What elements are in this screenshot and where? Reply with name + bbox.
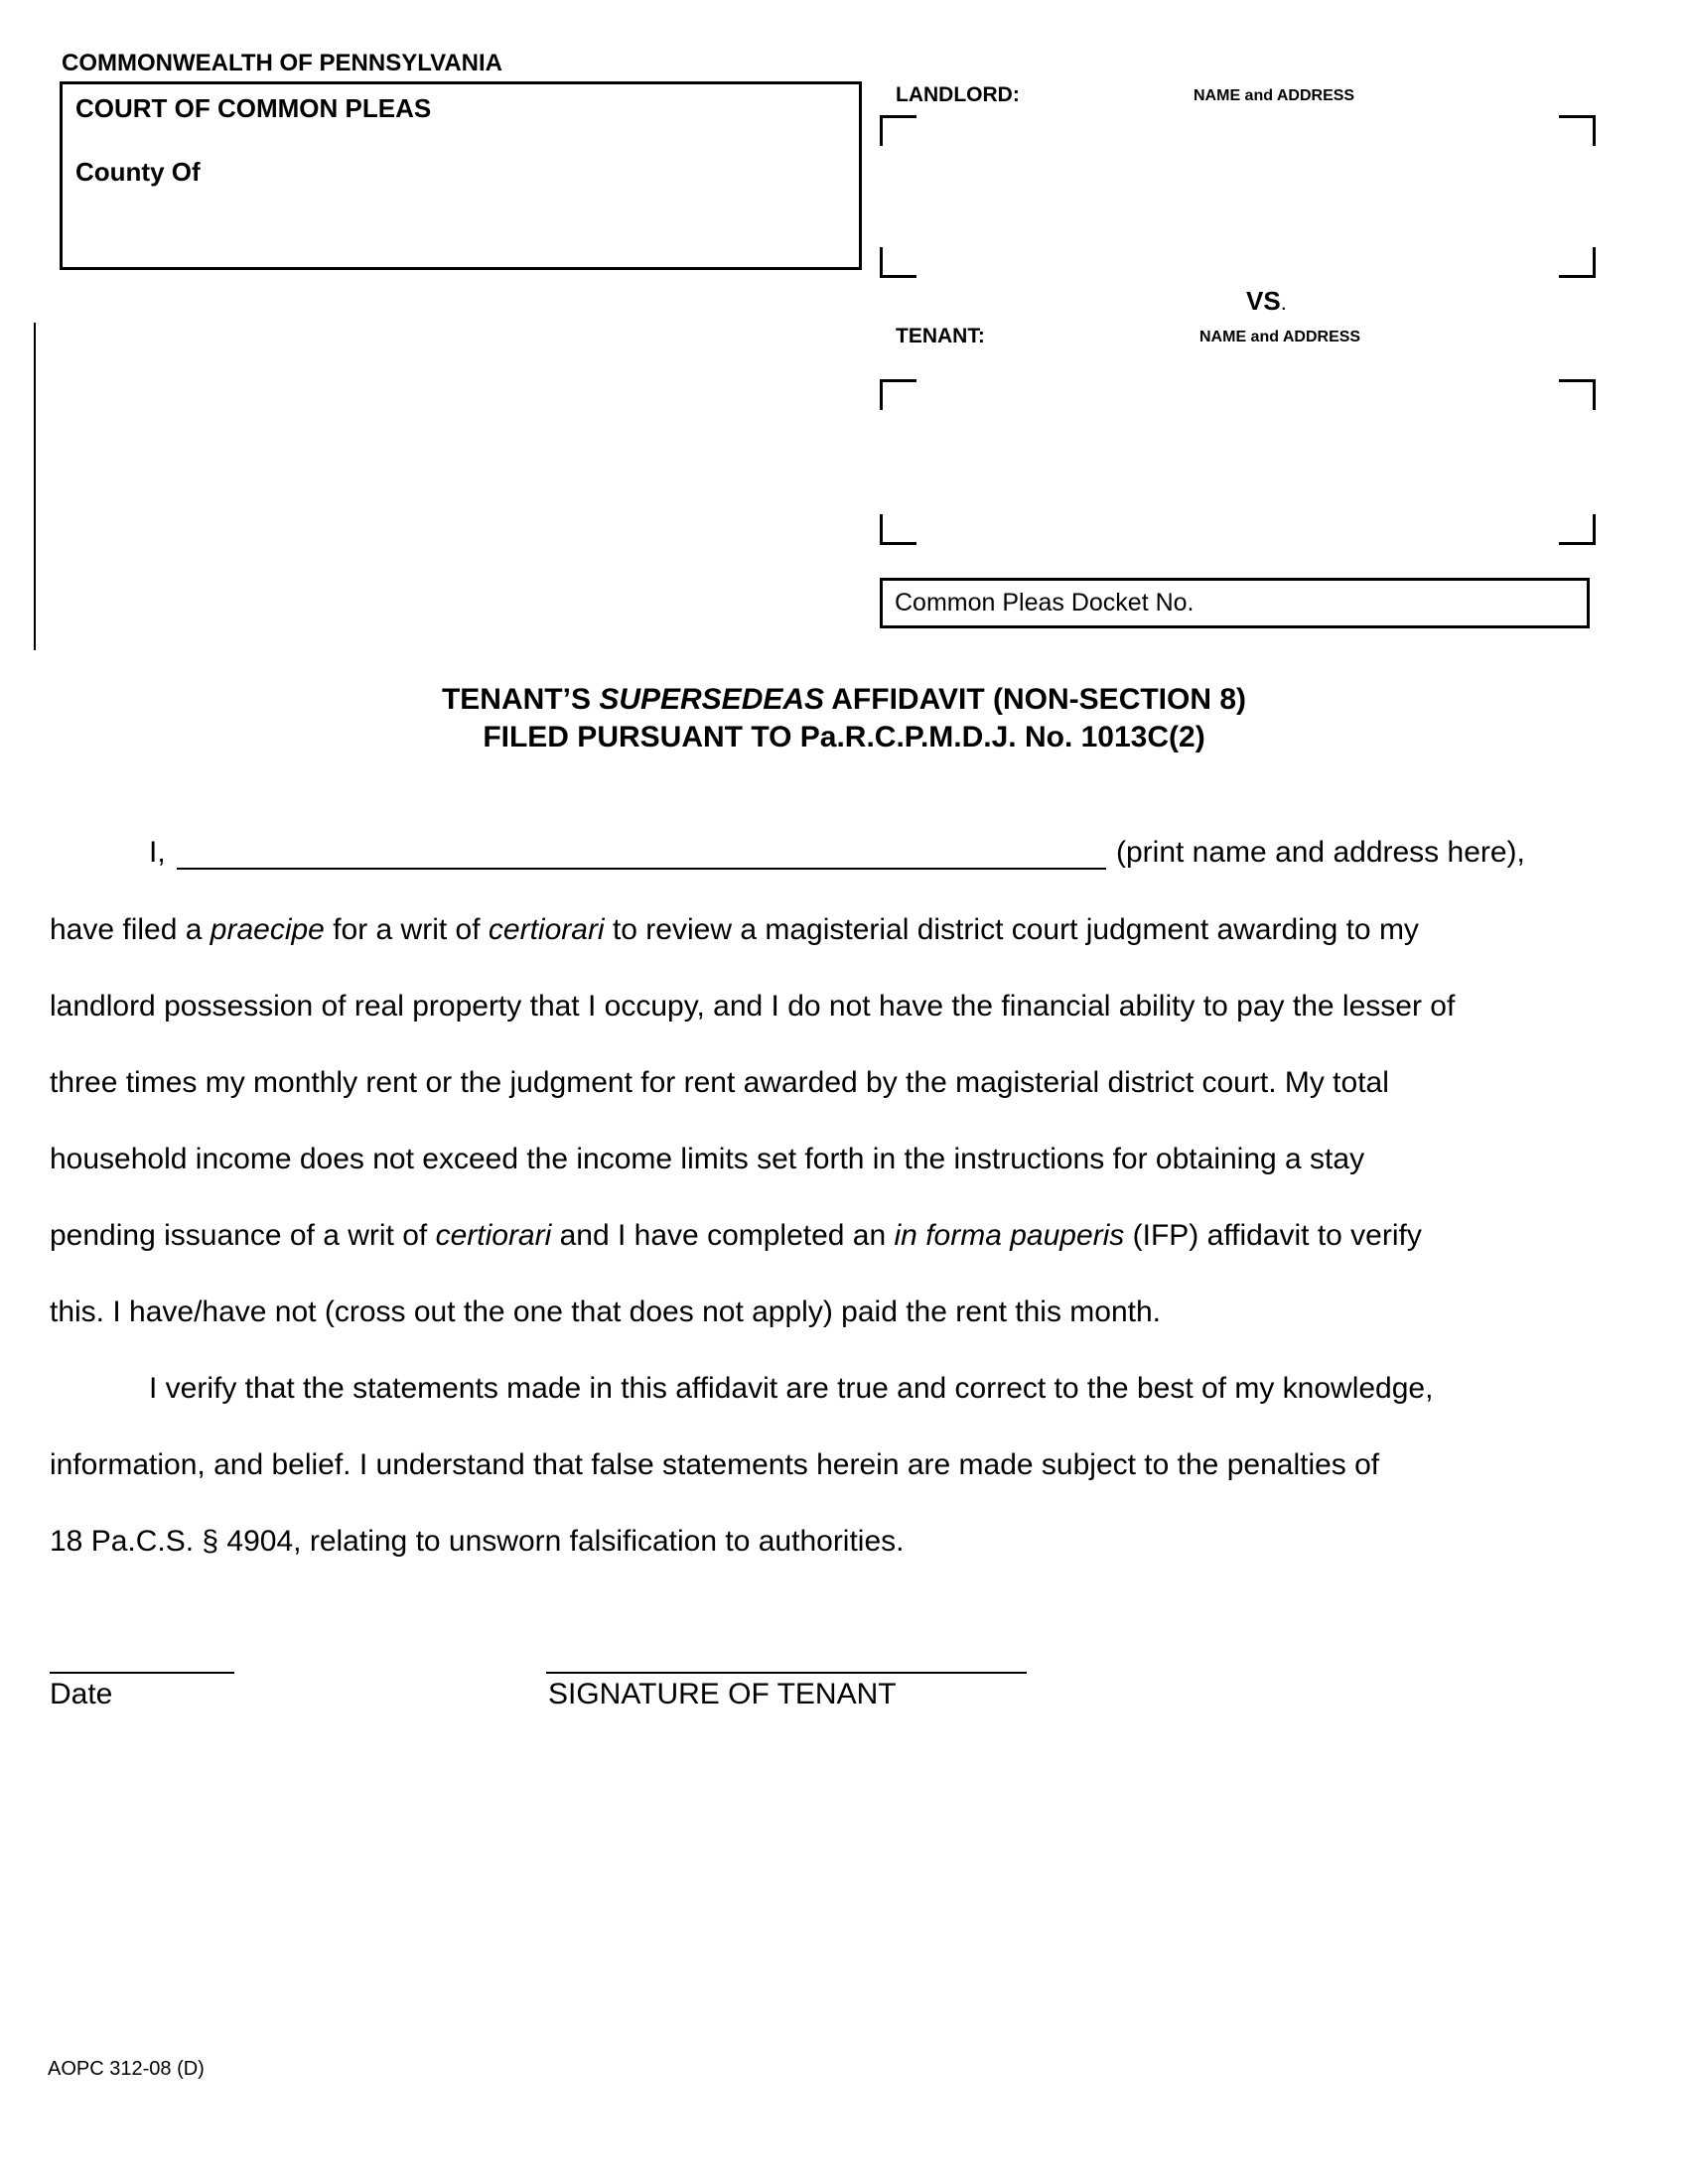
docket-number-field[interactable] — [880, 578, 1590, 628]
body-line-5: household income does not exceed the income limits set forth in the instructions for obtaining a stay — [50, 1143, 1365, 1175]
commonwealth-heading: COMMONWEALTH OF PENNSYLVANIA — [62, 50, 502, 76]
tenant-corner-tl — [880, 379, 916, 410]
form-title-line2: FILED PURSUANT TO Pa.R.C.P.M.D.J. No. 1013C(2) — [483, 721, 1205, 753]
intro-i: I, — [149, 836, 166, 869]
name-address-line[interactable] — [177, 868, 1106, 870]
landlord-corner-tr — [1559, 115, 1596, 146]
body-line-8: I verify that the statements made in this affidavit are true and correct to the best of my knowledge, — [149, 1372, 1434, 1405]
versus-text: VS. — [1246, 286, 1287, 316]
margin-rule — [34, 323, 36, 650]
tenant-corner-bl — [880, 514, 916, 545]
landlord-corner-bl — [880, 247, 916, 278]
body-line-7: this. I have/have not (cross out the one that does not apply) paid the rent this month. — [50, 1296, 1162, 1328]
tenant-corner-br — [1559, 514, 1596, 545]
landlord-corner-br — [1559, 247, 1596, 278]
body-line-10: 18 Pa.C.S. § 4904, relating to unsworn falsification to authorities. — [50, 1525, 905, 1558]
body-line-3: landlord possession of real property that I occupy, and I do not have the financial ability to pay the lesser of — [50, 990, 1456, 1023]
landlord-label: LANDLORD: — [896, 83, 1020, 106]
date-line[interactable] — [50, 1672, 234, 1674]
docket-label: Common Pleas Docket No. — [895, 589, 1195, 616]
form-id: AOPC 312-08 (D) — [48, 2058, 205, 2080]
form-title-line1: TENANT’S SUPERSEDEAS AFFIDAVIT (NON-SECTION 8) — [441, 683, 1247, 716]
intro-tail: (print name and address here), — [1116, 836, 1525, 869]
body-line-4: three times my monthly rent or the judgment for rent awarded by the magisterial district court. My total — [50, 1066, 1389, 1099]
landlord-hint: NAME and ADDRESS — [1194, 87, 1355, 104]
body-line-2: have filed a praecipe for a writ of certiorari to review a magisterial district court judgment awarding to my — [50, 913, 1419, 946]
tenant-label: TENANT: — [896, 325, 985, 347]
date-label: Date — [50, 1678, 113, 1710]
signature-line[interactable] — [546, 1672, 1027, 1674]
tenant-corner-tr — [1559, 379, 1596, 410]
county-label: County Of — [75, 157, 201, 187]
tenant-hint: NAME and ADDRESS — [1199, 329, 1361, 345]
court-title: COURT OF COMMON PLEAS — [75, 93, 432, 123]
signature-label: SIGNATURE OF TENANT — [548, 1678, 897, 1710]
body-line-6: pending issuance of a writ of certiorari and I have completed an in forma pauperis (IFP) affidavit to verify — [50, 1219, 1422, 1252]
landlord-corner-tl — [880, 115, 916, 146]
body-line-9: information, and belief. I understand that false statements herein are made subject to the penalties of — [50, 1448, 1380, 1481]
